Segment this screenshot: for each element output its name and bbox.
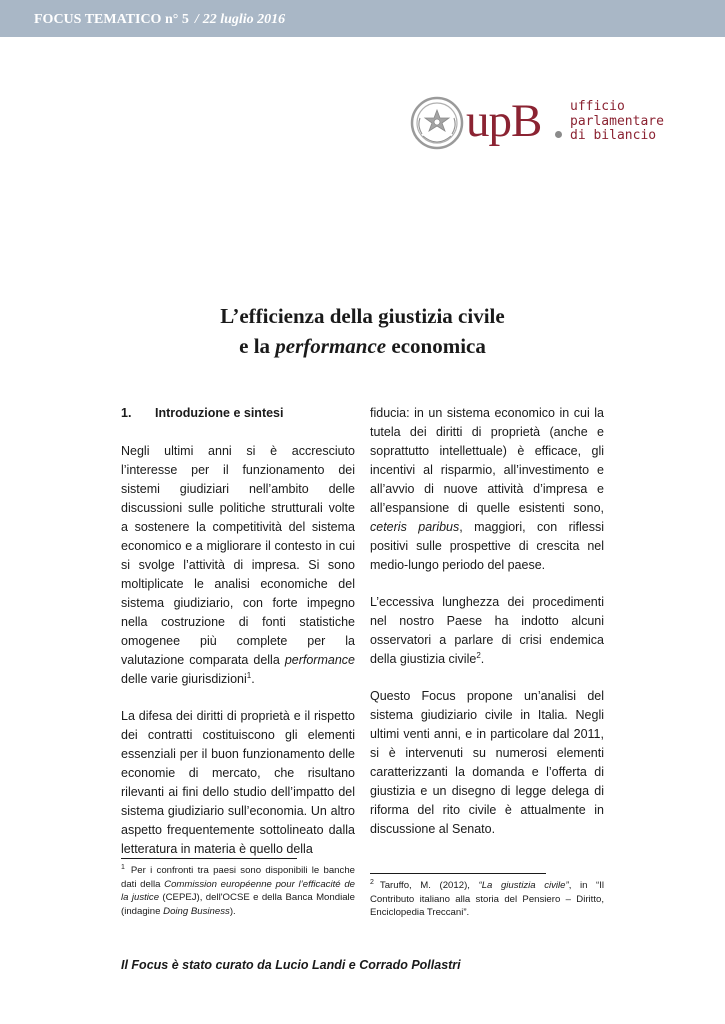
title-line-2 bbox=[0, 331, 725, 361]
title-italic: performance bbox=[275, 334, 387, 358]
footnote-divider bbox=[370, 873, 546, 874]
republic-seal-icon bbox=[410, 96, 464, 150]
footnote-1 bbox=[121, 864, 355, 918]
footnote-text: Per i confronti tra paesi sono disponibili le banche dati della bbox=[121, 865, 355, 890]
footnote-text: ). bbox=[229, 905, 236, 917]
paragraph-text: Negli ultimi anni si è accresciuto l’interesse per il funzionamento dei sistemi giudiziari nell’ambito delle discussioni sulle politiche strutturali volte a sostenere la competitività del sistema economico e a migliorare il contesto in cui si svolge l’attività di impresa. Si sono moltiplicate le analisi economiche del sistema giudiziario, con forte impegno nella costruzione di fonti statistiche omogenee più complete per la valutazione comparata della bbox=[121, 444, 355, 667]
header-text bbox=[34, 12, 285, 28]
paragraph-text: . bbox=[480, 652, 485, 666]
italic-term: performance bbox=[284, 653, 355, 667]
brand-subtitle-line: ufficio bbox=[570, 99, 625, 114]
brand-subtitle bbox=[570, 100, 664, 144]
left-column bbox=[121, 404, 355, 859]
footnote-text: (CEPEJ), dell'OCSE e della Banca Mondiale (indagine bbox=[121, 892, 355, 917]
upb-logo bbox=[410, 94, 670, 154]
paragraph bbox=[370, 404, 604, 575]
footnote-text: , in “Il Contributo italiano alla storia del Pensiero – Diritto, Enciclopedia Treccani”. bbox=[370, 880, 604, 918]
header-separator: / bbox=[194, 12, 199, 27]
brand-subtitle-line: parlamentare bbox=[570, 113, 664, 129]
section-heading bbox=[121, 404, 355, 423]
series-label: FOCUS TEMATICO n° 5 bbox=[34, 12, 189, 27]
footnote-2 bbox=[370, 879, 604, 920]
paragraph-text: fiducia: in un sistema economico in cui la tutela dei diritti di proprietà (anche e soprattutto intellettuale) è efficace, gli incentivi al risparmio, all’investimento e all’avvio di nuove attività d’impresa e all’espansione di quelle esistenti sono, bbox=[370, 406, 604, 515]
footnote-ref[interactable]: 1 bbox=[246, 670, 252, 680]
footnote-italic: Commission européenne pour l’efficacité de la justice bbox=[121, 878, 355, 903]
paragraph-text: delle varie giurisdizioni bbox=[121, 672, 247, 686]
italic-term: ceteris paribus bbox=[370, 520, 460, 534]
right-column bbox=[370, 404, 604, 839]
title-text: economica bbox=[386, 334, 486, 358]
section-title: Introduzione e sintesi bbox=[155, 406, 284, 420]
paragraph bbox=[370, 593, 604, 669]
header-bar bbox=[0, 0, 725, 37]
paragraph bbox=[121, 442, 355, 689]
footnote-italic: Doing Business bbox=[163, 905, 230, 917]
footnote-italic: “La giustizia civile” bbox=[478, 880, 569, 891]
paragraph-text: L’eccessiva lunghezza dei procedimenti nel nostro Paese ha indotto alcuni osservatori a parlare di crisi endemica della giustizia civile bbox=[370, 595, 604, 666]
publication-date: 22 luglio 2016 bbox=[202, 12, 286, 27]
footnote-ref[interactable]: 2 bbox=[476, 650, 481, 660]
footnote-mark: 1 bbox=[121, 863, 125, 871]
paragraph: Questo Focus propone un’analisi del sistema giudiziario civile in Italia. Negli ultimi venti anni, e in particolare dal 2011, si è intervenuti su numerosi elementi caratterizzanti la domanda e l’offerta di giustizia e un disegno di legge delega di riforma del rito civile è attualmente in discussione al Senato. bbox=[370, 689, 604, 836]
brand-dot bbox=[555, 131, 562, 138]
footnote-text: Taruffo, M. (2012), bbox=[379, 880, 479, 891]
footnote-mark: 2 bbox=[370, 878, 374, 886]
paragraph: La difesa dei diritti di proprietà e il rispetto dei contratti costituiscono gli elementi essenziali per il buon funzionamento delle economie di mercato, che risultano rilevanti ai fini dello studio dell’impatto del sistema giudiziario sull’economia. Un altro aspetto frequentemente sottolineato dalla letteratura in materia è quello della bbox=[121, 709, 355, 856]
title-line-1: L’efficienza della giustizia civile bbox=[220, 304, 505, 328]
brand-subtitle-line: di bilancio bbox=[570, 128, 657, 143]
section-number: 1. bbox=[121, 406, 132, 420]
curators-credit: Il Focus è stato curato da Lucio Landi e Corrado Pollastri bbox=[121, 958, 461, 972]
footnote-divider bbox=[121, 858, 297, 859]
paragraph-text: . bbox=[251, 672, 255, 686]
paragraph-text: , maggiori, con riflessi positivi sulle prospettive di crescita nel medio-lungo periodo del paese. bbox=[370, 520, 604, 572]
document-title bbox=[0, 301, 725, 361]
brand-wordmark: upB bbox=[466, 95, 542, 147]
title-text: e la bbox=[239, 334, 276, 358]
